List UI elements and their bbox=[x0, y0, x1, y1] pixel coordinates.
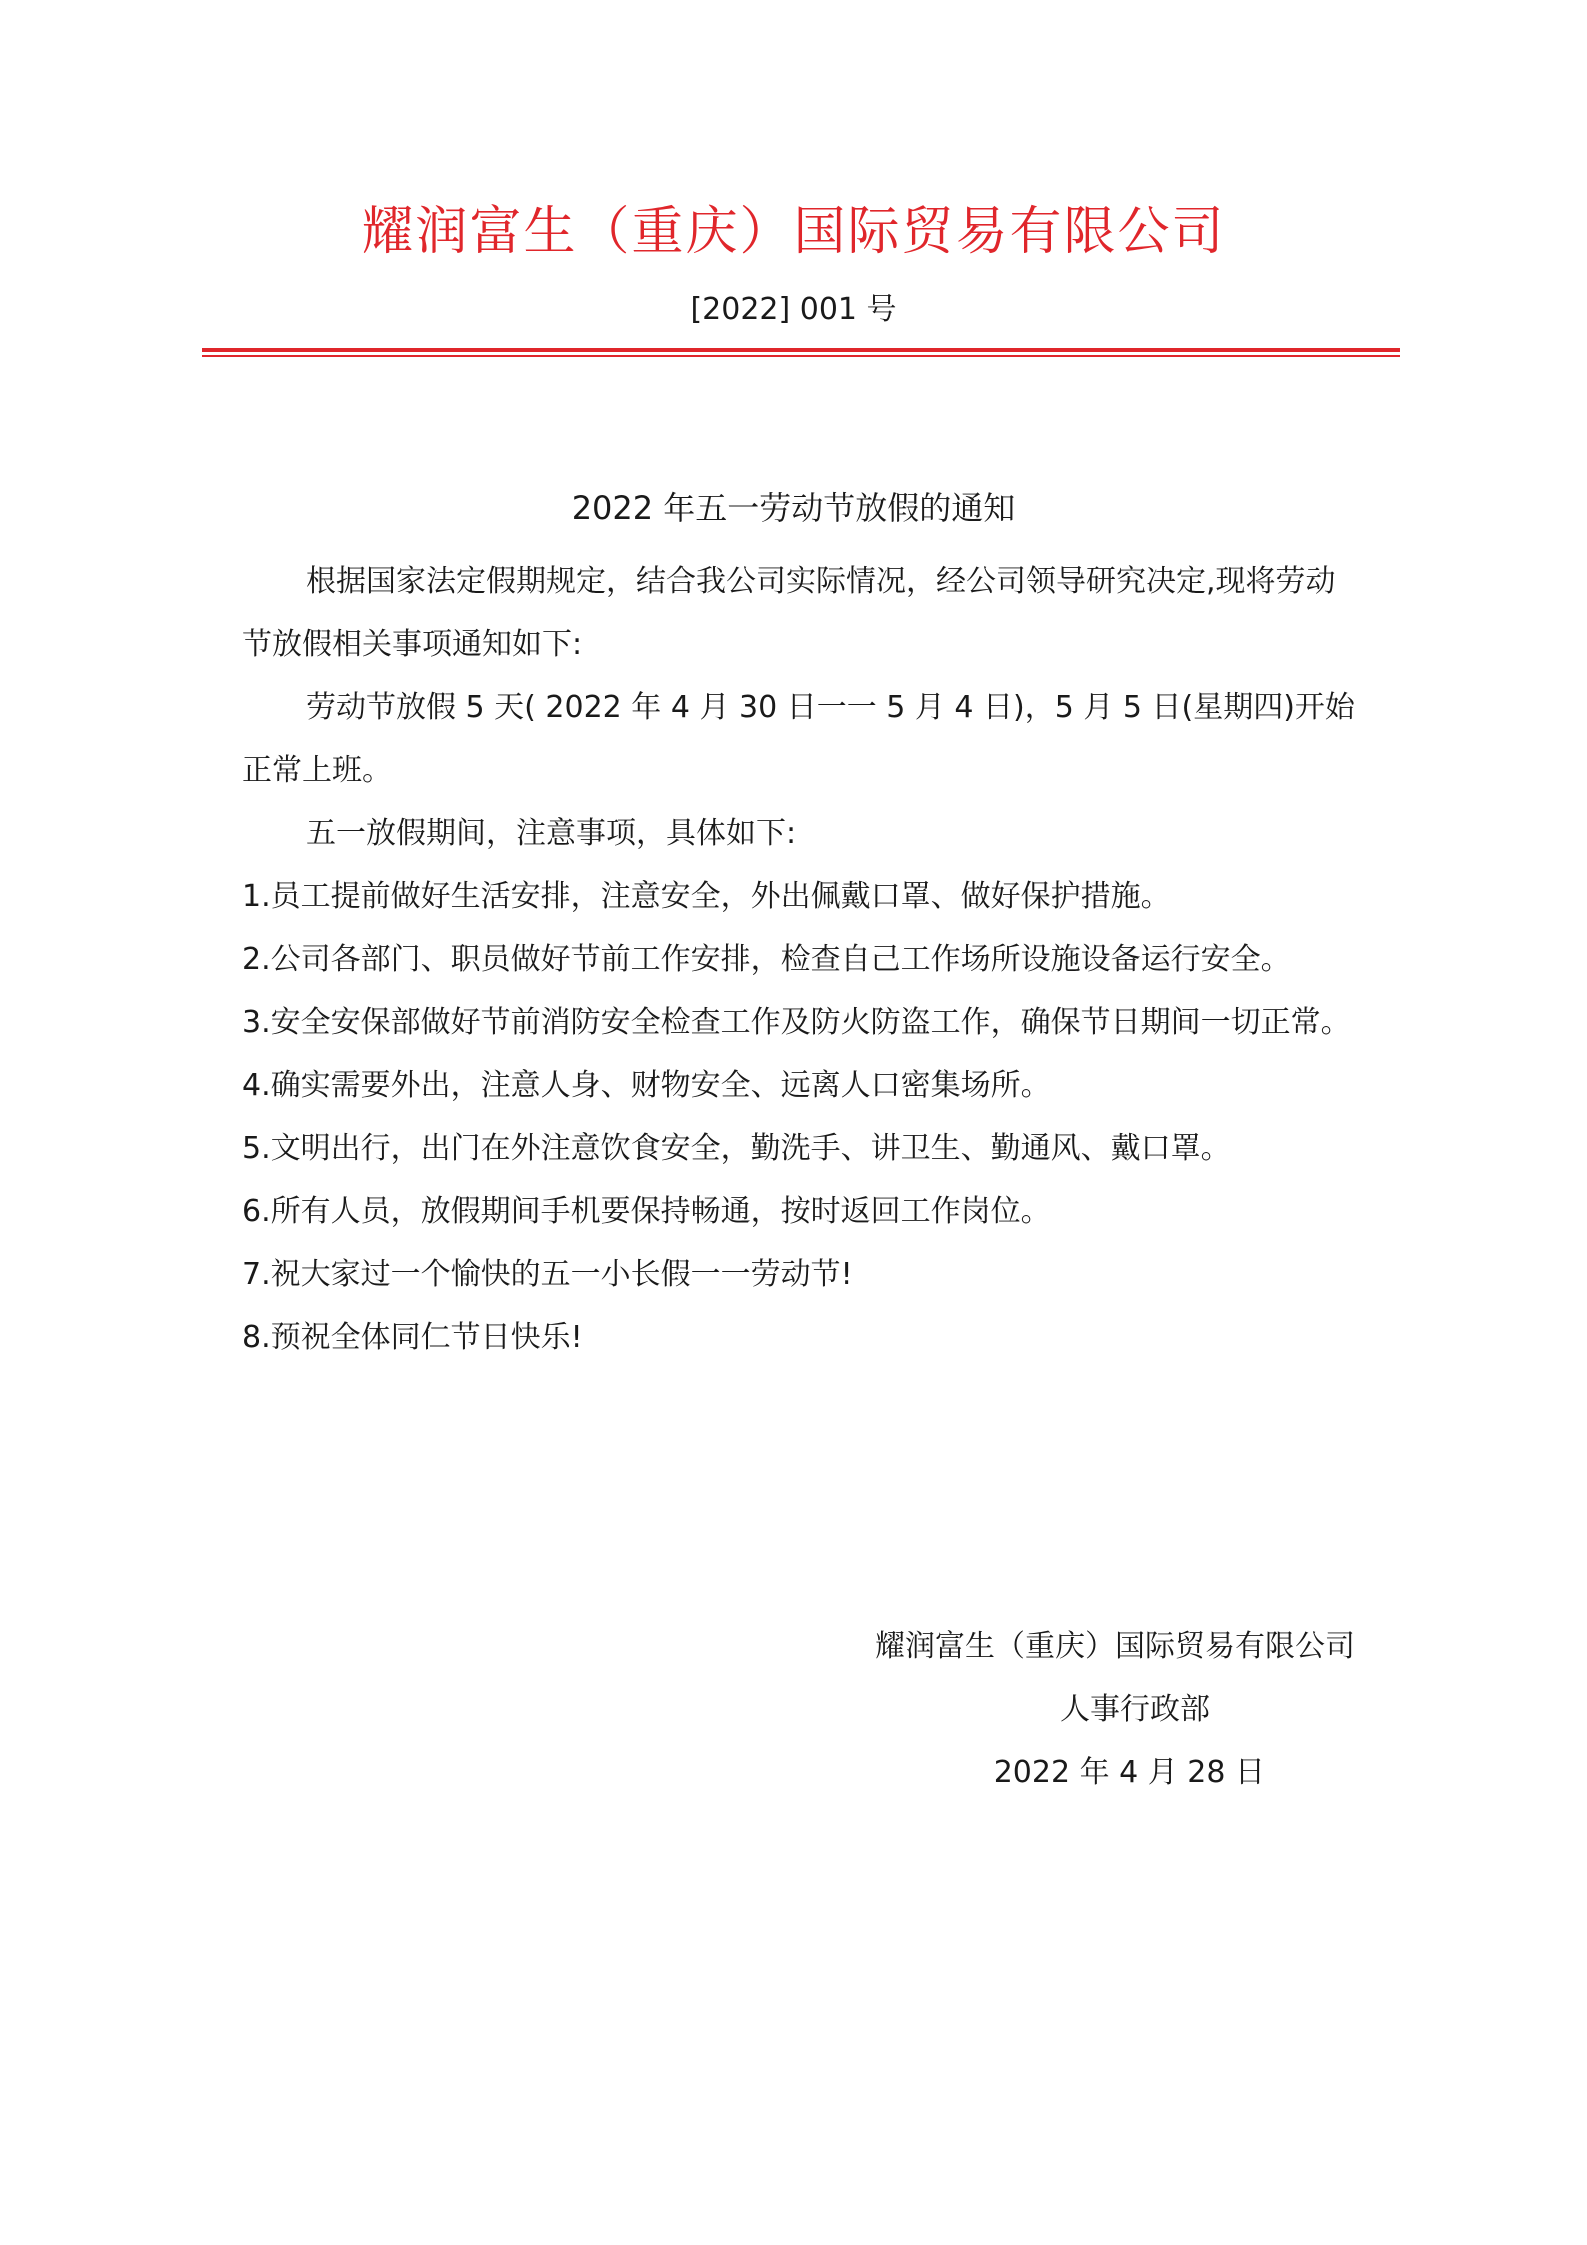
company-letterhead-title: 耀润富生（重庆）国际贸易有限公司 bbox=[361, 202, 1226, 262]
letterhead-divider-thick bbox=[202, 348, 1400, 352]
letterhead-divider-thin bbox=[202, 355, 1400, 357]
list-item: 3.安全安保部做好节前消防安全检查工作及防火防盗工作，确保节日期间一切正常。 bbox=[242, 1005, 1351, 1040]
paragraph-text: 根据国家法定假期规定，结合我公司实际情况，经公司领导研究决定,现将劳动节放假相关事项通知如下: bbox=[242, 564, 1336, 662]
signature-date: 2022 年 4 月 28 日 bbox=[993, 1755, 1265, 1790]
list-item: 4.确实需要外出，注意人身、财物安全、远离人口密集场所。 bbox=[242, 1068, 1051, 1103]
notice-paragraph-schedule bbox=[242, 676, 1362, 802]
notice-paragraph-precautions bbox=[242, 802, 1362, 865]
list-item: 7.祝大家过一个愉快的五一小长假一一劳动节! bbox=[242, 1257, 853, 1292]
list-item: 6.所有人员，放假期间手机要保持畅通，按时返回工作岗位。 bbox=[242, 1194, 1051, 1229]
notice-item-list bbox=[242, 865, 1362, 1369]
list-item: 8.预祝全体同仁节日快乐! bbox=[242, 1320, 583, 1355]
signature-department: 人事行政部 bbox=[1060, 1692, 1210, 1727]
list-item: 5.文明出行，出门在外注意饮食安全，勤洗手、讲卫生、勤通风、戴口罩。 bbox=[242, 1131, 1231, 1166]
paragraph-text: 五一放假期间，注意事项，具体如下: bbox=[306, 816, 797, 851]
signature-company: 耀润富生（重庆）国际贸易有限公司 bbox=[875, 1629, 1355, 1664]
notice-title: 2022 年五一劳动节放假的通知 bbox=[571, 489, 1016, 527]
document-number: [2022] 001 号 bbox=[690, 292, 897, 327]
paragraph-text: 劳动节放假 5 天( 2022 年 4 月 30 日一一 5 月 4 日)，5 月 5 日(星期四)开始正常上班。 bbox=[242, 690, 1355, 788]
list-item: 2.公司各部门、职员做好节前工作安排，检查自己工作场所设施设备运行安全。 bbox=[242, 942, 1291, 977]
list-item: 1.员工提前做好生活安排，注意安全，外出佩戴口罩、做好保护措施。 bbox=[242, 879, 1171, 914]
notice-paragraph-intro bbox=[242, 550, 1362, 676]
